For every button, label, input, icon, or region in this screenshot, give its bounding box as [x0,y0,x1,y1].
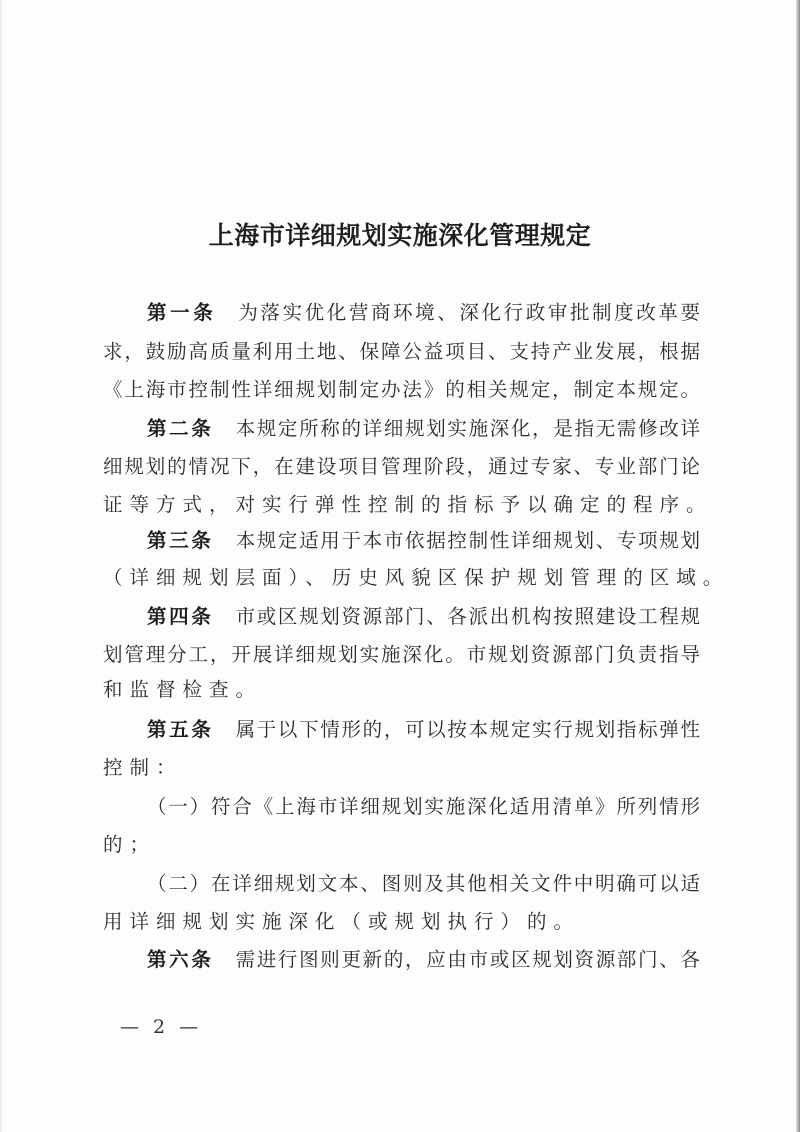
article-text: 为落实优化营商环境、深化行政审批制度改革要 [238,301,700,324]
page-number: — 2 — [120,1016,203,1038]
article-text: 本规定所称的详细规划实施深化，是指无需修改详 [235,417,700,440]
article-text: 本规定适用于本市依据控制性详细规划、专项规划 [235,529,700,552]
article-4-line-1 [147,602,700,632]
article-label: 第五条 [147,718,214,741]
article-5-line-1 [147,715,700,745]
page-edge-right [796,0,800,1132]
article-5-line-2: 控制： [103,756,183,779]
article-label: 第二条 [147,417,214,440]
article-5-item-1-line-2: 的； [103,833,157,856]
article-text: 需进行图则更新的，应由市或区规划资源部门、各 [235,948,700,971]
article-5-item-2-line-1: （二）在详细规划文本、图则及其他相关文件中明确可以适 [147,872,700,895]
article-2-line-1 [147,414,700,444]
article-5-item-2-line-2: 用详细规划实施深化（或规划执行）的。 [103,910,581,933]
article-text: 市或区规划资源部门、各派出机构按照建设工程规 [235,605,700,628]
article-label: 第四条 [147,605,214,628]
page-edge-left [0,0,2,1132]
article-3-line-1 [147,526,700,556]
article-2-line-3: 证等方式，对实行弹性控制的指标予以确定的程序。 [103,493,713,516]
article-1-line-1 [147,298,700,328]
article-4-line-3: 和监督检查。 [103,678,263,701]
article-text: 属于以下情形的，可以按本规定实行规划指标弹性 [235,718,700,741]
document-title: 上海市详细规划实施深化管理规定 [208,221,592,250]
article-5-item-1-line-1: （一）符合《上海市详细规划实施深化适用清单》所列情形 [147,795,700,818]
article-1-line-2: 求，鼓励高质量利用土地、保障公益项目、支持产业发展，根据 [103,340,700,363]
article-1-line-3: 《上海市控制性详细规划制定办法》的相关规定，制定本规定。 [103,378,700,401]
article-6-line-1 [147,945,700,975]
article-2-line-2: 细规划的情况下，在建设项目管理阶段，通过专家、专业部门论 [103,455,700,478]
article-label: 第六条 [147,948,214,971]
article-4-line-2: 划管理分工，开展详细规划实施深化。市规划资源部门负责指导 [103,643,700,666]
article-label: 第三条 [147,529,214,552]
article-label: 第一条 [147,301,217,324]
article-3-line-2: （详细规划层面）、历史风貌区保护规划管理的区域。 [103,566,730,589]
